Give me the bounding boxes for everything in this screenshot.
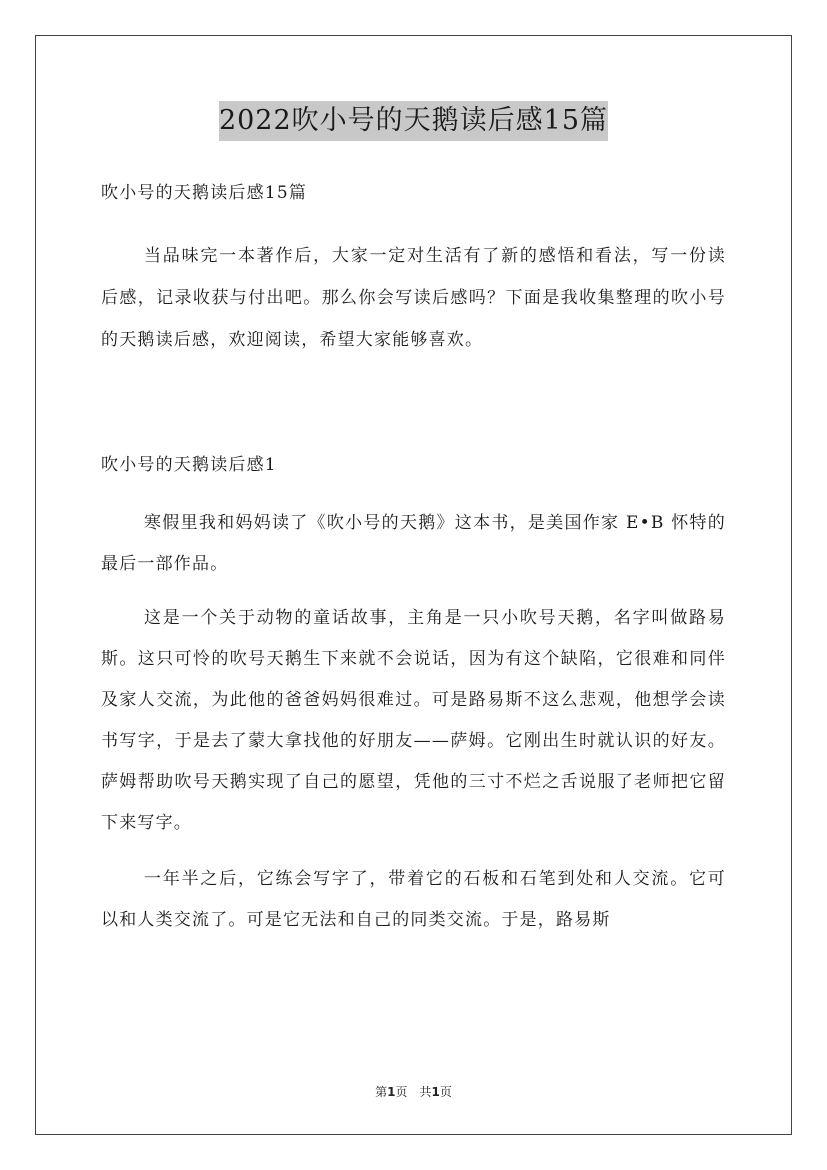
- document-subtitle: 吹小号的天鹅读后感15篇: [101, 183, 308, 203]
- intro-paragraph: 当品味完一本著作后，大家一定对生活有了新的感悟和看法，写一份读后感，记录收获与付出吧。那么你会写读后感吗？下面是我收集整理的吹小号的天鹅读后感，欢迎阅读，希望大家能够喜欢。: [101, 246, 726, 350]
- page-footer: [0, 1083, 827, 1100]
- document-title: [0, 101, 827, 141]
- article-paragraph: 寒假里我和妈妈读了《吹小号的天鹅》这本书，是美国作家 E•B 怀特的最后一部作品。: [101, 513, 726, 574]
- page-total: 1: [431, 1085, 440, 1099]
- section-heading: 吹小号的天鹅读后感1: [101, 455, 277, 475]
- total-prefix: 共: [419, 1085, 432, 1099]
- total-suffix: 页: [439, 1085, 452, 1099]
- document-title-text: 2022吹小号的天鹅读后感15篇: [219, 101, 608, 141]
- page-prefix: 第: [375, 1085, 388, 1099]
- page-current: 1: [387, 1085, 396, 1099]
- article-paragraph: 一年半之后，它练会写字了，带着它的石板和石笔到处和人交流。它可以和人类交流了。可是它无法和自己的同类交流。于是，路易斯: [101, 869, 726, 930]
- page-suffix: 页: [395, 1085, 408, 1099]
- article-body: [101, 503, 726, 953]
- article-paragraph: 这是一个关于动物的童话故事，主角是一只小吹号天鹅，名字叫做路易斯。这只可怜的吹号天鹅生下来就不会说话，因为有这个缺陷，它很难和同伴及家人交流，为此他的爸爸妈妈很难过。可是路易斯不这么悲观，他想学会读书写字，于是去了蒙大拿找他的好朋友——萨姆。它刚出生时就认识的好友。萨姆帮助吹号天鹅实现了自己的愿望，凭他的三寸不烂之舌说服了老师把它留下来写字。: [101, 608, 726, 833]
